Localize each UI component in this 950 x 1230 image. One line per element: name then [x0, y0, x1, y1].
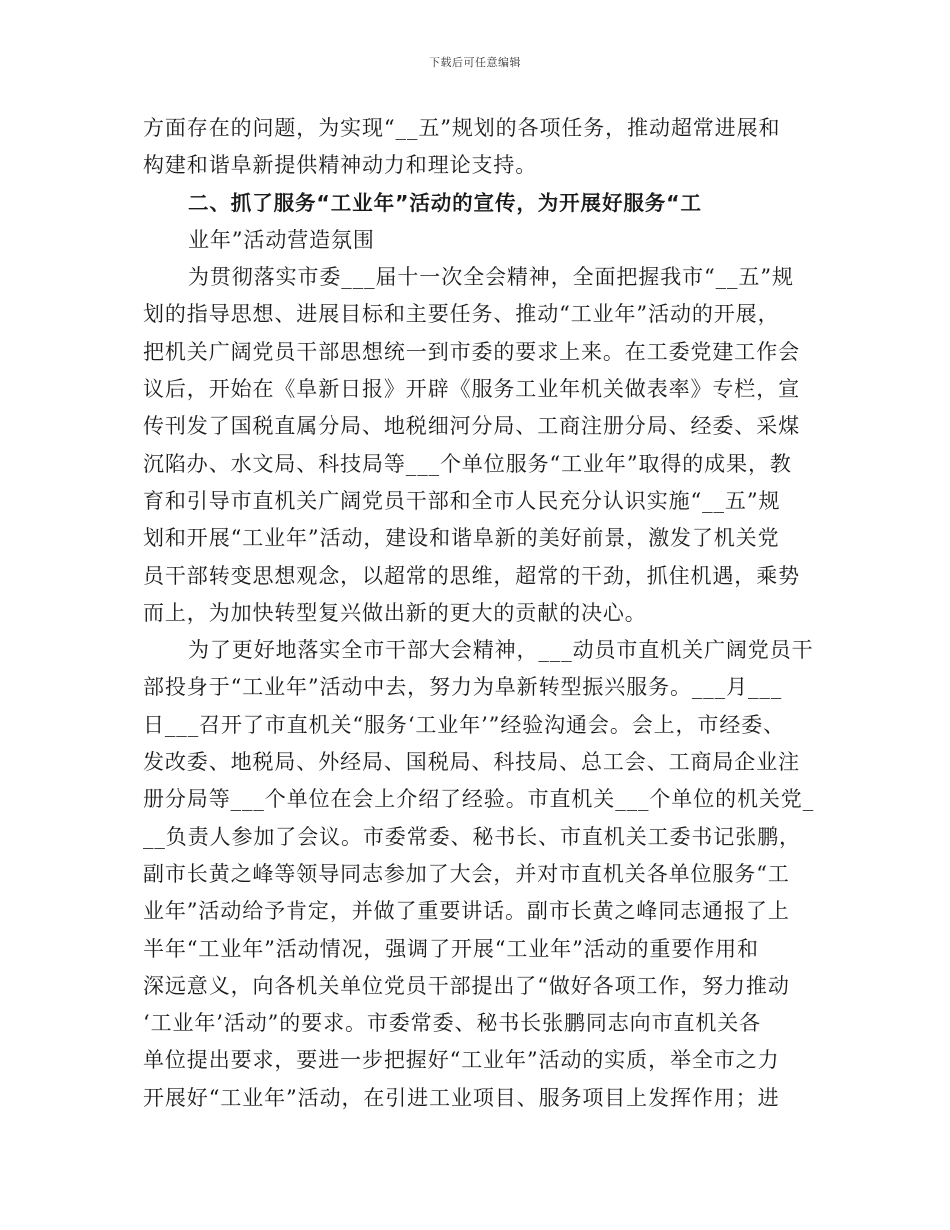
text-line: 构建和谐阜新提供精神动力和理论支持。	[143, 153, 538, 178]
text-line: 育和引导市直机关广阔党员干部和全市人民充分认识实施“__五”规	[143, 488, 781, 513]
text-line: 部投身于“工业年”活动中去，努力为阜新转型振兴服务。___月___	[143, 675, 783, 700]
text-line: 划的指导思想、进展目标和主要任务、推动“工业年”活动的开展，	[143, 302, 780, 327]
text-line: 深远意义，向各机关单位党员干部提出了“做好各项工作，努力推动	[143, 973, 790, 998]
text-line: ‘工业年’活动”的要求。市委常委、秘书长张鹏同志向市直机关各	[143, 1011, 762, 1036]
text-line: 册分局等___个单位在会上介绍了经验。市直机关___个单位的机关党_	[143, 787, 815, 812]
text-line: 为了更好地落实全市干部大会精神，___动员市直机关广阔党员干	[188, 638, 814, 663]
text-line: __负责人参加了会议。市委常委、秘书长、市直机关工委书记张鹏，	[143, 824, 801, 849]
text-line: 传刊发了国税直属分局、地税细河分局、工商注册分局、经委、采煤	[143, 414, 800, 439]
text-line: 议后，开始在《阜新日报》开辟《服务工业年机关做表率》专栏，宣	[143, 377, 800, 402]
text-line: 划和开展“工业年”活动，建设和谐阜新的美好前景，激发了机关党	[143, 526, 780, 551]
document-body	[143, 110, 823, 1117]
text-line: 方面存在的问题，为实现“__五”规划的各项任务，推动超常进展和	[143, 116, 781, 140]
text-line: 为贯彻落实市委___届十一次全会精神，全面把握我市“__五”规	[188, 265, 794, 290]
text-line: 业年”活动给予肯定，并做了重要讲话。副市长黄之峰同志通报了上	[143, 899, 790, 924]
text-line: 副市长黄之峰等领导同志参加了大会，并对市直机关各单位服务“工	[143, 861, 790, 886]
text-line: 把机关广阔党员干部思想统一到市委的要求上来。在工委党建工作会	[143, 339, 800, 364]
text-line: 日___召开了市直机关“服务‘工业年’”经验沟通会。会上，市经委、	[143, 712, 786, 737]
text-line: 业年”活动营造氛围	[188, 227, 375, 252]
text-line: 沉陷办、水文局、科技局等___个单位服务“工业年”取得的成果，教	[143, 451, 792, 476]
text-line: 员干部转变思想观念，以超常的思维，超常的干劲，抓住机遇，乘势	[143, 563, 800, 588]
page-header: 下载后可任意编辑	[429, 56, 521, 69]
section-heading-line: 二、抓了服务“工业年”活动的宣传，为开展好服务“工	[188, 190, 702, 215]
text-line: 而上，为加快转型复兴做出新的更大的贡献的决心。	[143, 600, 647, 625]
text-line: 发改委、地税局、外经局、国税局、科技局、总工会、工商局企业注	[143, 750, 800, 775]
text-line: 单位提出要求，要进一步把握好“工业年”活动的实质，举全市之力	[143, 1048, 780, 1073]
text-line: 开展好“工业年”活动，在引进工业项目、服务项目上发挥作用；进	[143, 1085, 780, 1110]
text-line: 半年“工业年”活动情况，强调了开展“工业年”活动的重要作用和	[143, 936, 759, 961]
